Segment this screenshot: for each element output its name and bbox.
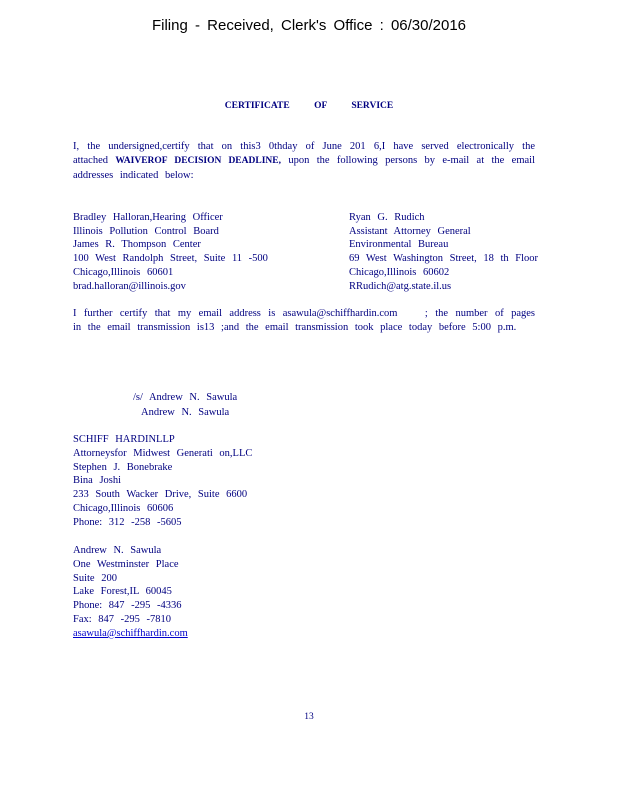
recipient-name: Ryan G. Rudich (349, 212, 425, 223)
firm-block (73, 433, 252, 530)
firm-phone: Phone: 312 -258 -5605 (73, 516, 182, 528)
contact-email-link[interactable]: asawula@schiffhardin.com (73, 627, 188, 639)
firm-name: SCHIFF HARDINLLP (73, 434, 175, 445)
recipient-attorney-general (349, 211, 538, 293)
contact-block (73, 544, 212, 641)
firm-person-2: Bina Joshi (73, 475, 122, 487)
signature-line: /s/ Andrew N. Sawula (133, 392, 238, 403)
contact-street: One Westminster Place (73, 558, 179, 570)
recipient-org: Assistant Attorney General (349, 225, 471, 237)
filing-header: Filing - Received, Clerk's Office : 06/30/2016 (151, 17, 467, 34)
contact-suite: Suite 200 (73, 572, 117, 584)
page-number: 13 (304, 712, 314, 722)
firm-person-1: Stephen J. Bonebrake (73, 461, 173, 473)
intro-paragraph (73, 140, 535, 183)
recipient-street: 100 West Randolph Street, Suite 11 -500 (73, 253, 268, 265)
recipient-name: Bradley Halloran,Hearing Officer (73, 212, 223, 223)
contact-name: Andrew N. Sawula (73, 545, 162, 556)
contact-phone: Phone: 847 -295 -4336 (73, 600, 182, 612)
recipient-building: Environmental Bureau (349, 239, 449, 251)
intro-text-1: I, the undersigned,certify that on this3 0thday of June 201 6,I have served electronically the attached (73, 141, 535, 167)
recipient-street: 69 West Washington Street, 18 th Floor (349, 253, 539, 265)
firm-role: Attorneysfor Midwest Generati on,LLC (73, 447, 253, 459)
further-text-2: ; the number of pages in the email transmission is13 ;and the email transmission took place today before 5:00 p.m. (73, 308, 536, 334)
firm-city: Chicago,Illinois 60606 (73, 502, 174, 514)
recipient-city: Chicago,Illinois 60601 (73, 266, 174, 278)
recipient-email: RRudich@atg.state.il.us (349, 280, 452, 292)
contact-city: Lake Forest,IL 60045 (73, 586, 172, 598)
further-email: asawula@schiffhardin.com (282, 308, 398, 319)
recipient-email: brad.halloran@illinois.gov (73, 280, 186, 292)
firm-street: 233 South Wacker Drive, Suite 6600 (73, 489, 248, 501)
recipient-city: Chicago,Illinois 60602 (349, 266, 450, 278)
recipient-building: James R. Thompson Center (73, 239, 201, 251)
recipient-hearing-officer (73, 211, 268, 293)
further-certify-paragraph (73, 307, 535, 336)
document-name: WAIVEROF DECISION DEADLINE, (115, 156, 281, 167)
contact-fax: Fax: 847 -295 -7810 (73, 613, 172, 625)
intro-text-2: upon the following persons by e-mail at the email addresses indicated below: (73, 155, 535, 181)
signature-block (133, 391, 237, 420)
recipient-org: Illinois Pollution Control Board (73, 225, 219, 237)
signature-name: Andrew N. Sawula (141, 406, 230, 418)
certificate-title: CERTIFICATE OF SERVICE (224, 101, 394, 111)
further-text-1: I further certify that my email address is (73, 308, 276, 319)
